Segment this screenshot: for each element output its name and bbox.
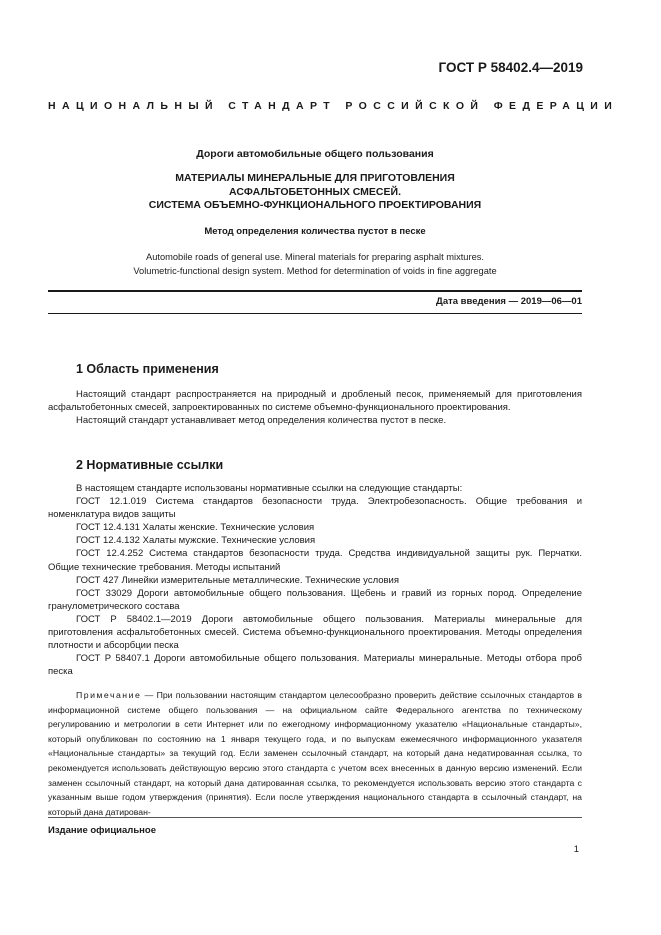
page-number: 1 [573, 844, 579, 855]
title-main [48, 172, 582, 213]
standard-number: ГОСТ Р 58402.4—2019 [438, 60, 583, 75]
edition-label: Издание официальное [48, 825, 156, 836]
note-label: Примечание [76, 690, 142, 700]
section-1-heading: 1 Область применения [76, 362, 219, 376]
title-english [48, 251, 582, 278]
section-2-heading: 2 Нормативные ссылки [76, 458, 224, 472]
title-method: Метод определения количества пустот в песке [204, 226, 426, 237]
note-paragraph [48, 688, 582, 819]
title-general: Дороги автомобильные общего пользования [196, 148, 434, 160]
paragraph: Настоящий стандарт распространяется на природный и дробленый песок, применяемый для приготовления асфальтобетонных смесей, запроектированных по системе объемно-функционального проектирования. [48, 389, 582, 414]
reference-item: ГОСТ Р 58407.1 Дороги автомобильные общего пользования. Материалы минеральные. Методы отбора проб песка [48, 653, 582, 678]
reference-item: ГОСТ 12.4.132 Халаты мужские. Технические условия [76, 535, 316, 547]
title-english-line: Volumetric-functional design system. Method for determination of voids in fine aggregate [133, 265, 497, 276]
section-1-body [48, 388, 582, 427]
title-main-line: АСФАЛЬТОБЕТОННЫХ СМЕСЕЙ. [229, 185, 401, 198]
note-text: — При пользовании настоящим стандартом целесообразно проверить действие ссылочных стандартов в информационной системе общего пользования — на официальном сайте Федерального агентства по техническому регулированию и метрологии в сети Интернет или по ежегодному информационному указателю «Национальные стандарты», который опубликован по состоянию на 1 января текущего года, и по выпускам ежемесячного информационного указателя «Национальные стандарты» за текущий год. Если заменен ссылочный стандарт, на который дана недатированная ссылка, то рекомендуется использовать действующую версию этого стандарта с учетом всех внесенных в данную версию изменений. Если заменен ссылочный стандарт, на который дана датированная ссылка, то рекомендуется использовать версию этого стандарта с указанным выше годом утверждения (принятия). Если после утверждения национального стандарта в ссылочный стандарт, на который дана датирован- [48, 690, 582, 817]
title-main-line: МАТЕРИАЛЫ МИНЕРАЛЬНЫЕ ДЛЯ ПРИГОТОВЛЕНИЯ [175, 172, 455, 184]
title-english-line: Automobile roads of general use. Mineral materials for preparing asphalt mixtures. [146, 252, 484, 262]
title-main-line: СИСТЕМА ОБЪЕМНО-ФУНКЦИОНАЛЬНОГО ПРОЕКТИРОВАНИЯ [148, 199, 482, 211]
paragraph: В настоящем стандарте использованы нормативные ссылки на следующие стандарты: [76, 483, 463, 494]
note-block [48, 688, 582, 819]
thin-divider [48, 313, 582, 314]
introduction-date: Дата введения — 2019—06—01 [436, 296, 582, 307]
thick-divider [48, 290, 582, 292]
reference-item: ГОСТ 12.1.019 Система стандартов безопасности труда. Электробезопасность. Общие требования и номенклатура видов защиты [48, 496, 582, 521]
reference-item: ГОСТ Р 58402.1—2019 Дороги автомобильные общего пользования. Материалы минеральные для приготовления асфальтобетонных смесей. Система объемно-функционального проектирования. Методы определения плотности и абсорбции песка [48, 613, 582, 652]
reference-item: ГОСТ 12.4.252 Система стандартов безопасности труда. Средства индивидуальной защиты рук. Перчатки. Общие технические требования. Методы испытаний [48, 548, 582, 573]
paragraph: Настоящий стандарт устанавливает метод определения количества пустот в песке. [76, 415, 447, 427]
reference-item: ГОСТ 33029 Дороги автомобильные общего пользования. Щебень и гравий из горных пород. Определение гранулометрического состава [48, 587, 582, 612]
reference-item: ГОСТ 427 Линейки измерительные металлические. Технические условия [76, 574, 399, 586]
footer-divider [48, 817, 582, 818]
national-standard-title: НАЦИОНАЛЬНЫЙ СТАНДАРТ РОССИЙСКОЙ ФЕДЕРАЦИИ [48, 100, 619, 112]
reference-item: ГОСТ 12.4.131 Халаты женские. Технические условия [76, 522, 315, 534]
section-2-body [48, 482, 582, 678]
